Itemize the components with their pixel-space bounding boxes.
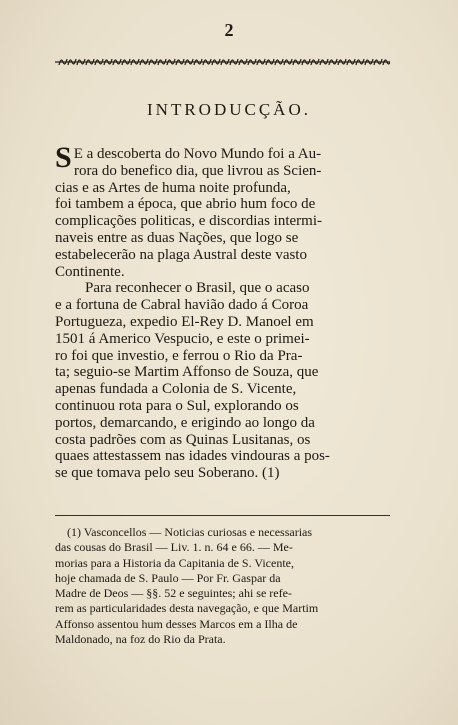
footnote-line: das cousas do Brasil — Liv. 1. n. 64 e 66. — Me- xyxy=(55,540,293,555)
ornament-mark xyxy=(239,59,247,65)
ornament-mark xyxy=(113,59,121,65)
ornament-mark xyxy=(356,59,364,65)
footnote-line: Maldonado, na foz do Rio da Prata. xyxy=(55,632,226,647)
footnote xyxy=(55,525,390,647)
body-line: rora do benefico dia, que livrou as Scien- xyxy=(74,162,322,179)
footnote-rule xyxy=(55,515,390,516)
ornament-mark xyxy=(311,59,319,65)
ornament-mark xyxy=(374,59,382,65)
footnote-line: morias para a Historia da Capitania de S. Vicente, xyxy=(55,555,294,570)
ornament-mark xyxy=(185,59,193,65)
body-line: Continente. xyxy=(55,263,125,280)
body-line: e a fortuna de Cabral havião dado á Coroa xyxy=(55,297,309,314)
body-line: ro foi que investio, e ferrou o Rio da Pra- xyxy=(55,347,303,364)
ornament-mark xyxy=(194,59,202,65)
ornament-mark xyxy=(266,59,274,65)
ornament-mark xyxy=(275,59,283,65)
ornament-mark xyxy=(68,59,76,65)
body-line: se que tomava pelo seu Soberano. (1) xyxy=(55,465,280,482)
ornament-mark xyxy=(158,59,166,65)
ornament-mark xyxy=(77,59,85,65)
body-line: Portugueza, expedio El-Rey D. Manoel em xyxy=(55,313,314,330)
ornament-mark xyxy=(131,59,139,65)
ornament-mark xyxy=(212,59,220,65)
ornament-mark xyxy=(104,59,112,65)
ornament-mark xyxy=(230,59,238,65)
ornament-mark xyxy=(95,59,103,65)
footnote-line: hoje chamada de S. Paulo — Por Fr. Gaspar da xyxy=(55,570,281,585)
body-line: 1501 á Americo Vespucio, e este o primei- xyxy=(55,330,310,347)
body-line: Para reconhecer o Brasil, que o acaso xyxy=(85,280,310,297)
ornament-mark xyxy=(167,59,175,65)
ornament-mark xyxy=(221,59,229,65)
ornament-mark xyxy=(203,59,211,65)
page-number: 2 xyxy=(224,20,234,40)
ornament-mark xyxy=(176,59,184,65)
decorative-border-rule xyxy=(55,56,390,68)
section-heading: INTRODUCÇÃO. xyxy=(147,100,311,119)
body-line: cias e as Artes de huma noite profunda, xyxy=(55,179,291,196)
ornament-mark xyxy=(338,59,346,65)
body-line: apenas fundada a Colonia de S. Vicente, xyxy=(55,381,297,398)
body-line: costa padrões com as Quinas Lusitanas, os xyxy=(55,431,311,448)
ornament-mark xyxy=(257,59,265,65)
ornament-mark xyxy=(86,59,94,65)
drop-cap: S xyxy=(55,141,72,174)
ornament-mark xyxy=(122,59,130,65)
ornament-mark xyxy=(347,59,355,65)
ornament-mark xyxy=(284,59,292,65)
ornament-mark xyxy=(59,59,67,65)
ornament-mark xyxy=(329,59,337,65)
footnote-line: Madre de Deos — §§. 52 e seguintes; ahi se refe- xyxy=(55,586,292,601)
ornament-mark xyxy=(293,59,301,65)
footnote-line: Affonso assentou hum desses Marcos em a Ilha de xyxy=(55,616,298,631)
ornament-mark xyxy=(302,59,310,65)
body-line: portos, demarcando, e erigindo ao longo da xyxy=(55,414,315,431)
footnote-line: rem as particularidades desta navegação, e que Martim xyxy=(55,601,319,616)
ornament-mark xyxy=(140,59,148,65)
ornament-mark xyxy=(320,59,328,65)
body-line: estabelecerão na plaga Austral deste vasto xyxy=(55,246,307,263)
ornament-mark xyxy=(149,59,157,65)
body-line: continuou rota para o Sul, explorando os xyxy=(55,397,299,414)
body-line: ta; seguio-se Martim Affonso de Souza, que xyxy=(55,364,319,381)
body-line: naveis entre as duas Nações, que logo se xyxy=(55,229,299,246)
ornament-mark xyxy=(248,59,256,65)
body-text xyxy=(55,141,390,482)
body-line: quaes attestassem nas idades vindouras a pos- xyxy=(55,448,330,465)
ornament-mark xyxy=(365,59,373,65)
body-line: complicações politicas, e discordias intermi- xyxy=(55,213,322,230)
footnote-line: (1) Vasconcellos — Noticias curiosas e necessarias xyxy=(67,525,313,539)
body-line: foi tambem a época, que abrio hum foco de xyxy=(55,196,316,213)
body-line: S E a descoberta do Novo Mundo foi a Au- xyxy=(55,141,322,174)
